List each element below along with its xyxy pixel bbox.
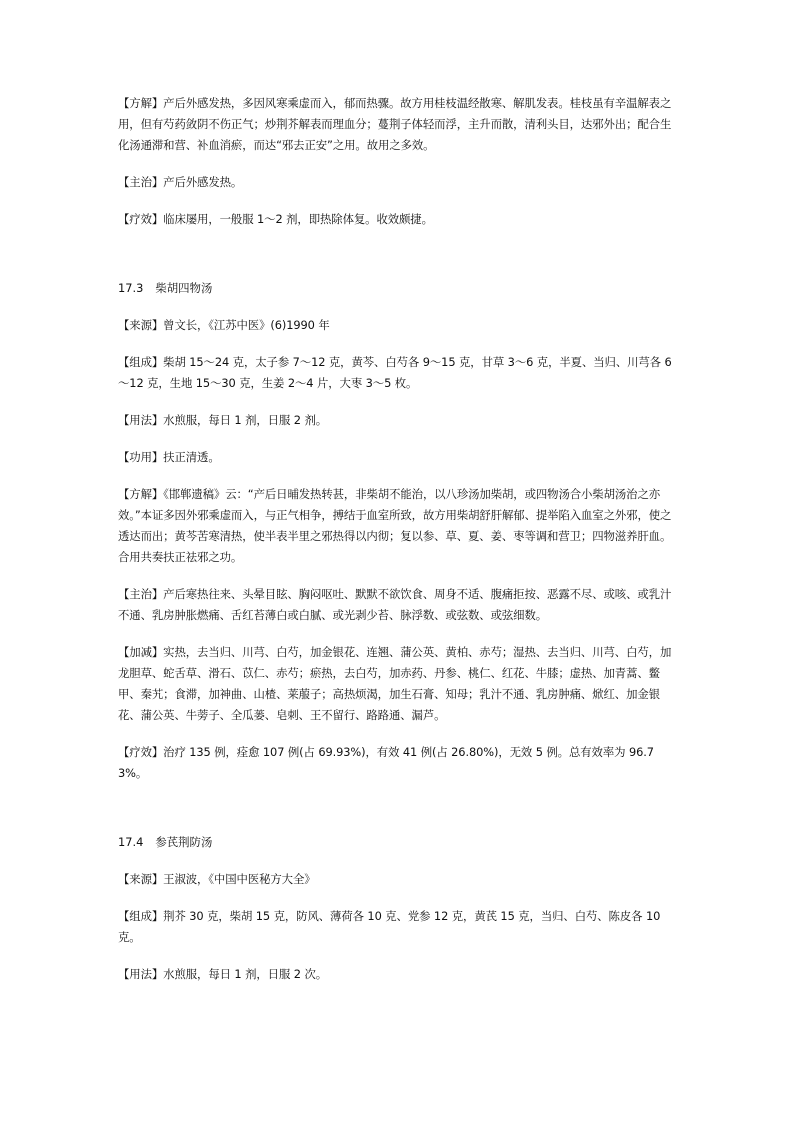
laiyuan-paragraph: 【来源】王淑波，《中国中医秘方大全》 <box>118 872 316 886</box>
zucheng-paragraph: 【组成】荆芥 30 克，柴胡 15 克，防风、薄荷各 10 克、党参 12 克，黄芪 15 克，当归、白芍、陈皮各 10 克。 <box>118 909 661 944</box>
laiyuan-paragraph: 【来源】曾文长，《江苏中医》(6)1990 年 <box>118 318 330 332</box>
section-number: 17.4 <box>118 835 144 849</box>
section-title: 柴胡四物汤 <box>155 281 213 295</box>
document-page <box>118 93 678 1001</box>
fangjie-paragraph: 【方解】《邯郸遗稿》云：“产后日晡发热转甚，非柴胡不能治，以八珍汤加柴胡，或四物汤合小柴胡汤治之亦效。”本证多因外邪乘虚而入，与正气相争，搏结于血室所致，故方用柴胡舒肝解郁、提举陷入血室之外邪，使之透达而出；黄芩苦寒清热，使半表半里之邪热得以内彻；复以参、草、夏、姜、枣等调和营卫；四物滋养肝血。合用共奏扶正祛邪之功。 <box>118 487 672 564</box>
liaoxiao-paragraph: 【疗效】治疗 135 例，痊愈 107 例(占 69.93%)，有效 41 例(占 26.80%)，无效 5 例。总有效率为 96.73%。 <box>118 745 654 780</box>
fangjie-paragraph: 【方解】产后外感发热，多因风寒乘虚而入，郁而热骤。故方用桂枝温经散寒、解肌发表。桂枝虽有辛温解表之用，但有芍药敛阴不伤正气；炒荆芥解表而理血分；蔓荆子体轻而浮，主升而散，清利头目，达邪外出；配合生化汤通滞和营、补血消瘀，而达“邪去正安”之用。故用之多效。 <box>118 96 672 152</box>
section-gap <box>118 246 678 278</box>
jiajian-paragraph: 【加减】实热，去当归、川芎、白芍，加金银花、连翘、蒲公英、黄柏、赤芍；湿热、去当归、川芎、白芍，加龙胆草、蛇舌草、滑石、苡仁、赤芍；瘀热，去白芍，加赤药、丹参、桃仁、红花、牛膝；虚热、加青蒿、鳖甲、秦艽；食滞，加神曲、山楂、莱菔子；高热烦渴，加生石膏、知母；乳汁不通、乳房肿痛、焮红、加金银花、蒲公英、牛蒡子、全瓜蒌、皂刺、王不留行、路路通、漏芦。 <box>118 645 672 722</box>
gongyong-paragraph: 【功用】扶正清透。 <box>118 450 220 464</box>
yongfa-paragraph: 【用法】水煎服，每日 1 剂，日服 2 次。 <box>118 967 328 981</box>
zhuzhi-paragraph: 【主治】产后寒热往来、头晕目眩、胸闷呕吐、默默不欲饮食、周身不适、腹痛拒按、恶露不尽、或咳、或乳汁不通、乳房肿胀燃痛、舌红苔薄白或白腻、或光剥少苔、脉浮数、或弦数、或弦细数。 <box>118 587 672 622</box>
zucheng-paragraph: 【组成】柴胡 15～24 克，太子参 7～12 克，黄芩、白芍各 9～15 克，甘草 3～6 克，半夏、当归、川芎各 6～12 克，生地 15～30 克，生姜 2～4 片，大枣 3～5 枚。 <box>118 355 672 390</box>
section-heading-17-4 <box>118 832 678 853</box>
liaoxiao-paragraph: 【疗效】临床屡用，一般服 1～2 剂，即热除体复。收效颇捷。 <box>118 212 433 226</box>
yongfa-paragraph: 【用法】水煎服，每日 1 剂，日服 2 剂。 <box>118 413 328 427</box>
section-number: 17.3 <box>118 281 144 295</box>
zhuzhi-paragraph: 【主治】产后外感发热。 <box>118 175 243 189</box>
section-heading-17-3 <box>118 278 678 299</box>
section-gap <box>118 800 678 832</box>
section-title: 参芪荆防汤 <box>155 835 213 849</box>
